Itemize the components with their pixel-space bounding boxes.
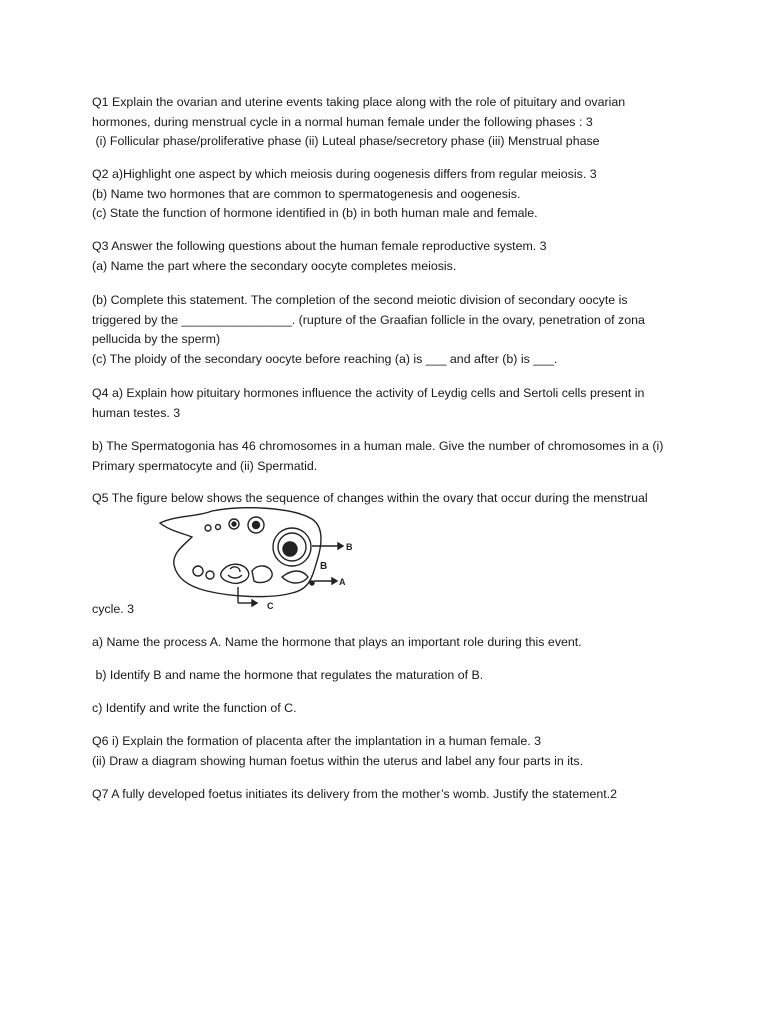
secondary-follicle-oocyte — [253, 522, 260, 529]
label-b-arrow: B — [346, 542, 353, 552]
corpus-luteum-folds — [228, 567, 242, 578]
question-5-c — [92, 699, 682, 719]
ovary-diagram — [152, 505, 372, 615]
primary-follicle-2 — [216, 525, 221, 530]
q2-part-a: Q2 a)Highlight one aspect by which meiosis during oogenesis differs from regular meiosis. 3 — [92, 167, 597, 181]
q3-part-b-line-3: pellucida by the sperm) — [92, 332, 221, 347]
q1-line-3: (i) Follicular phase/proliferative phase (ii) Luteal phase/secretory phase (iii) Menstrual phase — [92, 134, 600, 149]
small-follicle — [206, 571, 214, 579]
q5-intro: Q5 The figure below shows the sequence of changes within the ovary that occur during the menstrual — [92, 491, 648, 505]
primary-follicle-3-oocyte — [232, 522, 236, 526]
q6-part-ii: (ii) Draw a diagram showing human foetus within the uterus and label any four parts in its. — [92, 753, 584, 768]
released-ovum — [310, 581, 314, 585]
q4-part-a-line-2: human testes. 3 — [92, 405, 181, 420]
label-a: A — [339, 577, 346, 587]
label-c: C — [267, 601, 274, 611]
ruptured-follicle — [282, 571, 308, 583]
question-5-a — [92, 633, 682, 653]
question-5 — [92, 600, 682, 620]
graafian-follicle-oocyte — [283, 542, 297, 556]
q2-part-b: (b) Name two hormones that are common to spermatogenesis and oogenesis. — [92, 186, 521, 201]
q3-intro: Q3 Answer the following questions about the human female reproductive system. 3 — [92, 239, 547, 253]
label-b: B — [320, 561, 328, 572]
q5-part-a: a) Name the process A. Name the hormone that plays an important role during this event. — [92, 635, 582, 649]
question-6 — [92, 732, 682, 771]
question-3 — [92, 237, 682, 276]
q4-part-b-line-2: Primary spermatocyte and (ii) Spermatid. — [92, 458, 318, 473]
q4-part-b-line-1: b) The Spermatogonia has 46 chromosomes in a human male. Give the number of chromosomes in a (i) — [92, 439, 664, 453]
question-5-b — [92, 666, 682, 686]
q1-line-2: hormones, during menstrual cycle in a normal human female under the following phases : 3 — [92, 114, 593, 129]
q3-part-c: (c) The ploidy of the secondary oocyte before reaching (a) is ___ and after (b) is ___. — [92, 351, 558, 366]
arrow-b-head — [338, 543, 343, 549]
q5-cycle: cycle. 3 — [92, 602, 135, 616]
question-2 — [92, 165, 682, 224]
corpus-albicans — [252, 566, 272, 583]
question-1 — [92, 93, 682, 152]
question-3-continued — [92, 291, 682, 369]
primary-follicle-1 — [205, 525, 211, 531]
q3-part-a: (a) Name the part where the secondary oocyte completes meiosis. — [92, 258, 457, 273]
q5-part-b: b) Identify B and name the hormone that regulates the maturation of B. — [92, 668, 484, 682]
q3-part-b-line-1: (b) Complete this statement. The completion of the second meiotic division of secondary oocyte is — [92, 293, 628, 307]
q2-part-c: (c) State the function of hormone identified in (b) in both human male and female. — [92, 206, 538, 221]
question-7 — [92, 785, 682, 805]
q3-part-b-line-2: triggered by the ________________. (rupture of the Graafian follicle in the ovary, penetration of zona — [92, 312, 645, 327]
arrow-a-head — [332, 578, 337, 584]
q4-part-a-line-1: Q4 a) Explain how pituitary hormones influence the activity of Leydig cells and Sertoli cells present in — [92, 386, 645, 400]
atretic-follicle — [193, 566, 203, 576]
question-4 — [92, 384, 682, 423]
q6-part-i: Q6 i) Explain the formation of placenta after the implantation in a human female. 3 — [92, 734, 542, 748]
q5-part-c: c) Identify and write the function of C. — [92, 701, 297, 715]
ovary-cycle-figure — [152, 505, 372, 615]
q1-line-1: Q1 Explain the ovarian and uterine events taking place along with the role of pituitary and ovarian — [92, 95, 626, 109]
q7-text: Q7 A fully developed foetus initiates its delivery from the mother’s womb. Justify the statement.2 — [92, 787, 618, 801]
question-4-b — [92, 437, 682, 476]
